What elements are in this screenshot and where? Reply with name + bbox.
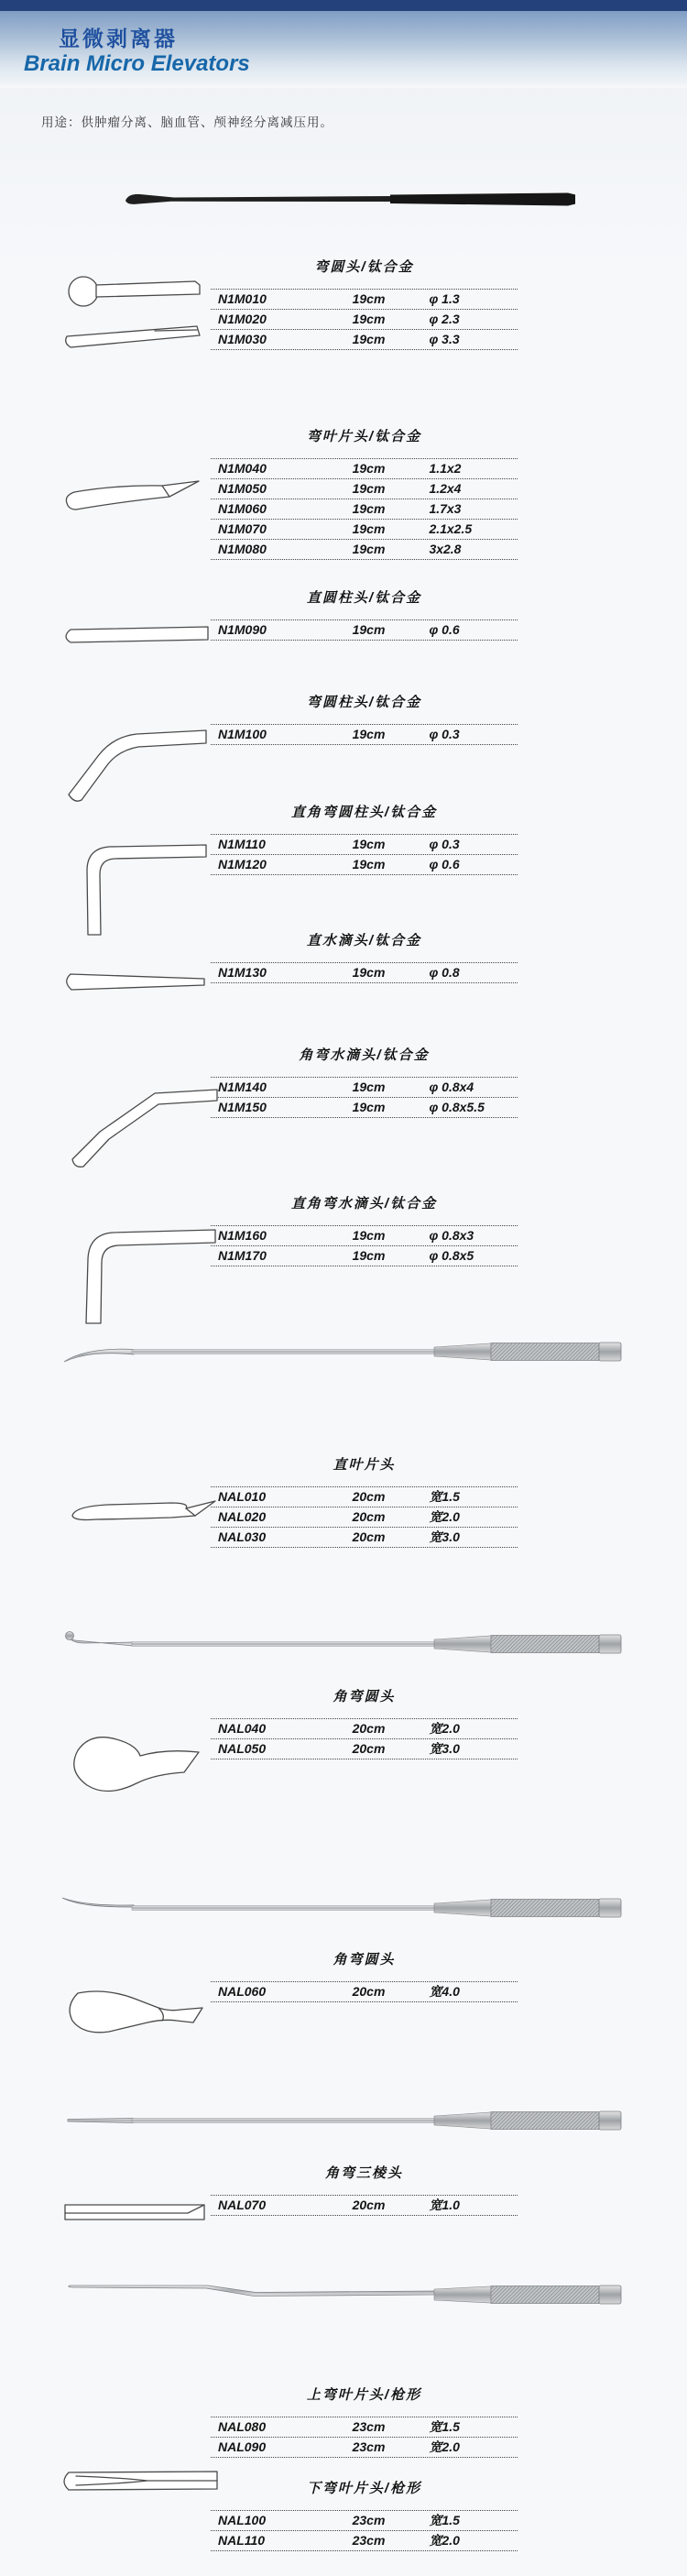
product-section xyxy=(55,1045,641,1118)
spec-cell: φ 0.3 xyxy=(429,727,460,741)
table-row xyxy=(211,1078,518,1098)
product-table xyxy=(211,289,518,350)
spec-cell: φ 0.6 xyxy=(429,622,460,637)
length-cell: 19cm xyxy=(352,622,386,637)
black-elevator-image xyxy=(117,183,575,216)
drawing-angled-teardrop-head xyxy=(60,1077,224,1182)
length-cell: 23cm xyxy=(352,2513,386,2527)
spec-cell: 宽1.0 xyxy=(429,2198,460,2212)
length-cell: 19cm xyxy=(352,1100,386,1114)
product-section xyxy=(55,2384,641,2458)
section-heading: 下弯叶片头/枪形 xyxy=(306,2481,422,2496)
length-cell: 19cm xyxy=(352,542,386,556)
spec-cell: 3x2.8 xyxy=(429,542,462,556)
black-full-length-elevator-photo xyxy=(117,183,575,216)
product-table xyxy=(211,962,518,983)
table-row xyxy=(211,1487,518,1507)
table-row xyxy=(211,1719,518,1739)
section-heading: 上弯叶片头/枪形 xyxy=(306,2387,422,2403)
product-section xyxy=(55,1454,641,1548)
model-cell: NAL090 xyxy=(218,2439,267,2454)
table-row xyxy=(211,2511,518,2531)
length-cell: 19cm xyxy=(352,312,386,326)
length-cell: 19cm xyxy=(352,501,386,516)
length-cell: 19cm xyxy=(352,837,386,851)
section-heading: 直角弯圆柱头/钛合金 xyxy=(290,805,438,820)
drawing-angled-round-head xyxy=(60,1725,215,1821)
length-cell: 20cm xyxy=(352,1489,386,1504)
length-cell: 19cm xyxy=(352,461,386,476)
model-cell: N1M030 xyxy=(218,332,267,346)
spec-cell: 1.7x3 xyxy=(429,501,462,516)
product-section xyxy=(55,2478,641,2551)
table-row xyxy=(211,499,518,520)
spec-cell: 宽2.0 xyxy=(429,1509,460,1524)
spec-cell: φ 0.3 xyxy=(429,837,460,851)
model-cell: N1M170 xyxy=(218,1248,267,1263)
spec-cell: φ 0.6 xyxy=(429,857,460,871)
model-cell: N1M060 xyxy=(218,501,267,516)
length-cell: 19cm xyxy=(352,1248,386,1263)
model-cell: N1M160 xyxy=(218,1228,267,1243)
steel-elevator-image xyxy=(57,2276,629,2313)
spec-cell: 宽1.5 xyxy=(429,1489,460,1504)
model-cell: NAL060 xyxy=(218,1984,267,1999)
section-heading: 弯叶片头/钛合金 xyxy=(306,429,422,444)
drawing-straight-cylindrical-head xyxy=(60,622,215,650)
steel-elevator-image xyxy=(57,1626,629,1662)
product-table xyxy=(211,1225,518,1266)
model-cell: NAL010 xyxy=(218,1489,267,1504)
spec-cell: 宽2.0 xyxy=(429,2439,460,2454)
table-row xyxy=(211,1098,518,1118)
model-cell: N1M090 xyxy=(218,622,267,637)
table-row xyxy=(211,620,518,641)
table-row xyxy=(211,963,518,983)
product-section xyxy=(55,1193,641,1266)
steel-elevator-image xyxy=(57,1891,629,1928)
table-row xyxy=(211,310,518,330)
product-table xyxy=(211,2417,518,2458)
length-cell: 20cm xyxy=(352,1509,386,1524)
page-title-english: Brain Micro Elevators xyxy=(24,51,250,76)
product-table xyxy=(211,1486,518,1548)
section-heading: 弯圆柱头/钛合金 xyxy=(306,695,422,710)
drawing-curved-leaf-blade-head xyxy=(60,474,215,524)
spec-cell: 宽2.0 xyxy=(429,2533,460,2548)
length-cell: 19cm xyxy=(352,332,386,346)
steel-elevator-bayonet-shaft-knurled-handle-photo xyxy=(57,2276,629,2313)
spec-cell: φ 0.8x5 xyxy=(429,1248,474,1263)
table-row xyxy=(211,459,518,479)
table-row xyxy=(211,1528,518,1548)
table-row xyxy=(211,1739,518,1759)
model-cell: N1M100 xyxy=(218,727,267,741)
product-table xyxy=(211,1077,518,1118)
table-row xyxy=(211,2196,518,2216)
length-cell: 19cm xyxy=(352,521,386,536)
section-heading: 直叶片头 xyxy=(333,1457,396,1473)
section-heading: 角弯水滴头/钛合金 xyxy=(299,1047,430,1063)
spec-cell: φ 0.8x3 xyxy=(429,1228,474,1243)
drawing-curved-round-head xyxy=(60,266,211,367)
length-cell: 20cm xyxy=(352,1741,386,1756)
spec-cell: φ 2.3 xyxy=(429,312,460,326)
spec-cell: 2.1x2.5 xyxy=(429,521,473,536)
spec-cell: 宽3.0 xyxy=(429,1741,460,1756)
product-section xyxy=(55,257,641,350)
spec-cell: 1.2x4 xyxy=(429,481,462,496)
model-cell: N1M080 xyxy=(218,542,267,556)
spec-cell: 宽3.0 xyxy=(429,1529,460,1544)
table-row xyxy=(211,330,518,350)
page-title-chinese: 显微剥离器 xyxy=(59,27,178,50)
table-row xyxy=(211,2417,518,2438)
drawing-right-angle-teardrop-head xyxy=(60,1221,224,1331)
table-row xyxy=(211,2438,518,2458)
model-cell: NAL020 xyxy=(218,1509,267,1524)
spec-cell: 宽1.5 xyxy=(429,2513,460,2527)
model-cell: NAL050 xyxy=(218,1741,267,1756)
length-cell: 19cm xyxy=(352,857,386,871)
table-row xyxy=(211,1246,518,1266)
model-cell: N1M110 xyxy=(218,837,266,851)
table-row xyxy=(211,835,518,855)
section-heading: 直圆柱头/钛合金 xyxy=(306,590,422,606)
spec-cell: φ 1.3 xyxy=(429,291,460,306)
table-row xyxy=(211,725,518,745)
model-cell: N1M070 xyxy=(218,521,267,536)
drawing-angled-triangular-head xyxy=(60,2198,224,2230)
model-cell: NAL080 xyxy=(218,2419,267,2434)
spec-cell: 宽4.0 xyxy=(429,1984,460,1999)
section-heading: 弯圆头/钛合金 xyxy=(314,259,414,275)
section-heading: 直水滴头/钛合金 xyxy=(306,933,422,948)
model-cell: N1M150 xyxy=(218,1100,267,1114)
table-row xyxy=(211,540,518,560)
product-table xyxy=(211,2510,518,2551)
product-section xyxy=(55,426,641,560)
spec-cell: φ 0.8x5.5 xyxy=(429,1100,485,1114)
product-section xyxy=(55,802,641,875)
product-section xyxy=(55,587,641,641)
model-cell: N1M050 xyxy=(218,481,267,496)
spec-cell: φ 0.8x4 xyxy=(429,1080,474,1094)
section-heading: 角弯三棱头 xyxy=(324,2165,403,2181)
drawing-straight-leaf-blade-head xyxy=(60,1496,224,1537)
length-cell: 19cm xyxy=(352,481,386,496)
model-cell: N1M140 xyxy=(218,1080,267,1094)
product-table xyxy=(211,2195,518,2216)
table-row xyxy=(211,1507,518,1528)
length-cell: 20cm xyxy=(352,2198,386,2212)
model-cell: N1M010 xyxy=(218,291,267,306)
length-cell: 20cm xyxy=(352,1984,386,1999)
product-table xyxy=(211,619,518,641)
header-top-bar xyxy=(0,0,687,11)
length-cell: 23cm xyxy=(352,2533,386,2548)
drawing-grooved-blade-head xyxy=(60,2465,224,2497)
product-table xyxy=(211,1981,518,2002)
model-cell: N1M040 xyxy=(218,461,267,476)
drawing-angled-round-spoon-head xyxy=(60,1986,215,2041)
drawing-straight-teardrop-head xyxy=(60,967,215,999)
product-section xyxy=(55,1949,641,2002)
length-cell: 19cm xyxy=(352,1080,386,1094)
product-section xyxy=(55,692,641,745)
usage-description: 用途：供肿瘤分离、脑血管、颅神经分离减压用。 xyxy=(41,115,333,129)
spec-cell: φ 3.3 xyxy=(429,332,460,346)
model-cell: NAL040 xyxy=(218,1721,267,1736)
table-row xyxy=(211,520,518,540)
section-heading: 角弯圆头 xyxy=(333,1689,396,1705)
model-cell: NAL030 xyxy=(218,1529,267,1544)
steel-elevator-spatula-tip-knurled-handle-photo xyxy=(57,1891,629,1928)
steel-elevator-hook-tip-knurled-handle-photo xyxy=(57,1626,629,1662)
spec-cell: φ 0.8 xyxy=(429,965,460,980)
length-cell: 19cm xyxy=(352,727,386,741)
table-row xyxy=(211,855,518,875)
model-cell: N1M120 xyxy=(218,857,267,871)
length-cell: 20cm xyxy=(352,1721,386,1736)
length-cell: 19cm xyxy=(352,291,386,306)
section-heading: 直角弯水滴头/钛合金 xyxy=(290,1196,438,1211)
steel-elevator-straight-tip-knurled-handle-photo xyxy=(57,2102,629,2139)
length-cell: 19cm xyxy=(352,1228,386,1243)
table-row xyxy=(211,290,518,310)
product-table xyxy=(211,1718,518,1759)
drawing-right-angle-cylindrical-head xyxy=(60,834,215,939)
product-section xyxy=(55,930,641,983)
length-cell: 19cm xyxy=(352,965,386,980)
length-cell: 20cm xyxy=(352,1529,386,1544)
model-cell: NAL100 xyxy=(218,2513,267,2527)
table-row xyxy=(211,479,518,499)
product-table xyxy=(211,724,518,745)
product-section xyxy=(55,2163,641,2216)
product-table xyxy=(211,458,518,560)
model-cell: NAL110 xyxy=(218,2533,266,2548)
model-cell: N1M130 xyxy=(218,965,267,980)
steel-elevator-curved-tip-knurled-handle-photo xyxy=(57,1333,629,1370)
header-banner xyxy=(0,11,687,88)
spec-cell: 宽1.5 xyxy=(429,2419,460,2434)
model-cell: NAL070 xyxy=(218,2198,267,2212)
table-row xyxy=(211,1982,518,2002)
product-table xyxy=(211,834,518,875)
table-row xyxy=(211,2531,518,2551)
length-cell: 23cm xyxy=(352,2419,386,2434)
spec-cell: 宽2.0 xyxy=(429,1721,460,1736)
table-row xyxy=(211,1226,518,1246)
length-cell: 23cm xyxy=(352,2439,386,2454)
steel-elevator-image xyxy=(57,1333,629,1370)
steel-elevator-image xyxy=(57,2102,629,2139)
section-heading: 角弯圆头 xyxy=(333,1952,396,1968)
product-section xyxy=(55,1686,641,1759)
model-cell: N1M020 xyxy=(218,312,267,326)
spec-cell: 1.1x2 xyxy=(429,461,462,476)
